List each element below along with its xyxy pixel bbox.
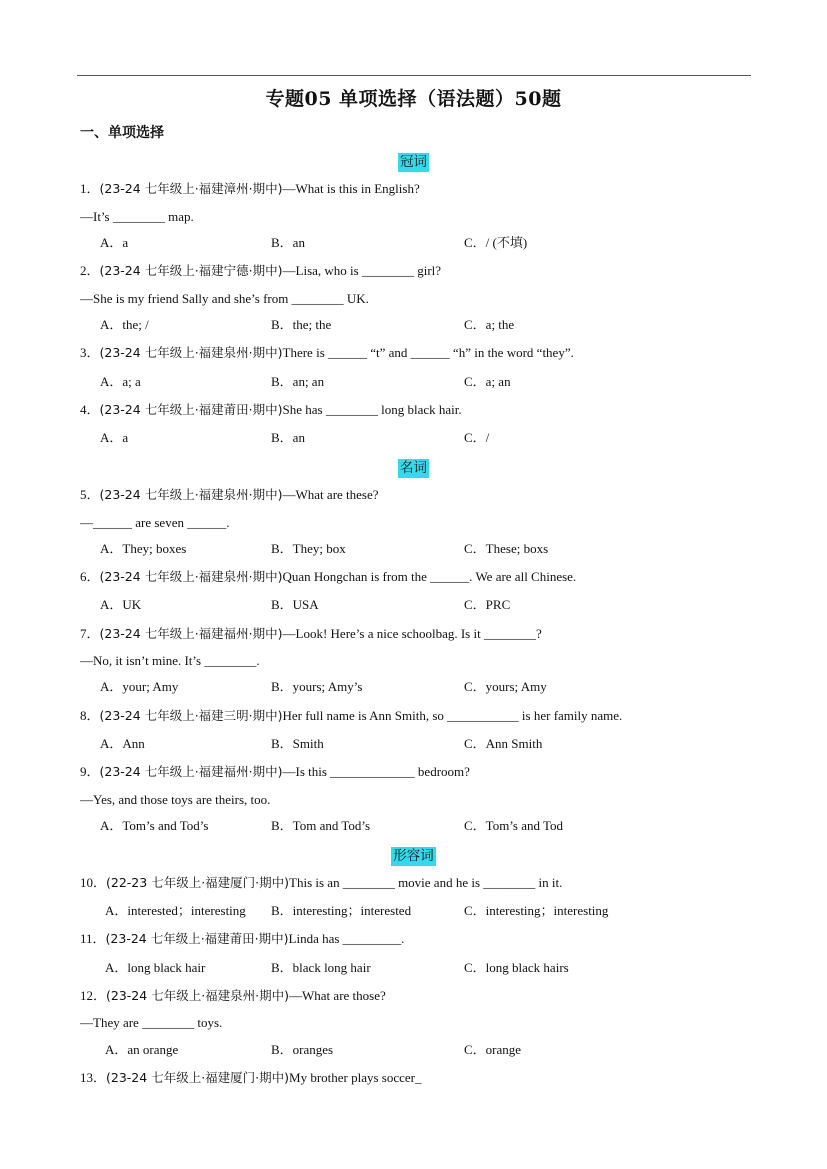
question-2-line2: —She is my friend Sally and she’s from ________ UK.: [80, 291, 369, 306]
q4-option-c[interactable]: C．/: [464, 430, 490, 445]
q2-option-a[interactable]: A．the; /: [100, 317, 149, 332]
q9-option-c[interactable]: C．Tom’s and Tod: [464, 818, 564, 833]
q5-option-c[interactable]: C．These; boxs: [464, 541, 549, 556]
q2-option-c[interactable]: C．a; the: [464, 317, 515, 332]
q9-option-a[interactable]: A．Tom’s and Tod’s: [100, 818, 209, 833]
q6-option-c[interactable]: C．PRC: [464, 597, 511, 612]
category-heading-articles: 冠词: [400, 154, 427, 170]
q6-option-a[interactable]: A．UK: [100, 597, 142, 612]
category-heading-adjectives: 形容词: [393, 848, 434, 864]
question-1: 1．(23-24 七年级上·福建漳州·期中)—What is this in English?: [80, 181, 420, 196]
q11-option-c[interactable]: C．long black hairs: [464, 960, 569, 975]
question-8: 8．(23-24 七年级上·福建三明·期中)Her full name is Ann Smith, so ___________ is her family name.: [80, 708, 623, 723]
q4-option-b[interactable]: B．an: [271, 430, 305, 445]
question-5: 5．(23-24 七年级上·福建泉州·期中)—What are these?: [80, 487, 379, 502]
category-heading-nouns: 名词: [400, 460, 427, 476]
q5-option-b[interactable]: B．They; box: [271, 541, 346, 556]
q6-option-b[interactable]: B．USA: [271, 597, 319, 612]
q7-option-c[interactable]: C．yours; Amy: [464, 679, 547, 694]
q3-option-c[interactable]: C．a; an: [464, 374, 511, 389]
q11-option-b[interactable]: B．black long hair: [271, 960, 371, 975]
header-rule: [77, 75, 751, 76]
question-12: 12．(23-24 七年级上·福建泉州·期中)—What are those?: [80, 988, 386, 1003]
question-3: 3．(23-24 七年级上·福建泉州·期中)There is ______ “t” and ______ “h” in the word “they”.: [80, 345, 574, 360]
q5-option-a[interactable]: A．They; boxes: [100, 541, 187, 556]
q1-option-b[interactable]: B．an: [271, 235, 305, 250]
q7-option-b[interactable]: B．yours; Amy’s: [271, 679, 363, 694]
q8-option-a[interactable]: A．Ann: [100, 736, 145, 751]
q10-option-c[interactable]: C．interesting；interesting: [464, 903, 609, 918]
question-2: 2．(23-24 七年级上·福建宁德·期中)—Lisa, who is ________ girl?: [80, 263, 442, 278]
q10-option-b[interactable]: B．interesting；interested: [271, 903, 412, 918]
q8-option-b[interactable]: B．Smith: [271, 736, 324, 751]
question-4: 4．(23-24 七年级上·福建莆田·期中)She has ________ long black hair.: [80, 402, 462, 417]
q8-option-c[interactable]: C．Ann Smith: [464, 736, 543, 751]
q1-option-c[interactable]: C．/ (不填): [464, 235, 528, 250]
q12-option-c[interactable]: C．orange: [464, 1042, 522, 1057]
question-9-line2: —Yes, and those toys are theirs, too.: [80, 792, 271, 807]
question-13: 13．(23-24 七年级上·福建厦门·期中)My brother plays soccer_: [80, 1070, 422, 1085]
question-11: 11．(23-24 七年级上·福建莆田·期中)Linda has _________.: [80, 931, 405, 946]
question-12-line2: —They are ________ toys.: [80, 1015, 223, 1030]
q10-option-a[interactable]: A．interested；interesting: [105, 903, 246, 918]
q12-option-b[interactable]: B．oranges: [271, 1042, 334, 1057]
q9-option-b[interactable]: B．Tom and Tod’s: [271, 818, 371, 833]
q3-option-a[interactable]: A．a; a: [100, 374, 141, 389]
question-1-line2: —It’s ________ map.: [80, 209, 194, 224]
section-heading: 一、单项选择: [80, 125, 164, 141]
question-7-line2: —No, it isn’t mine. It’s ________.: [80, 653, 260, 668]
q4-option-a[interactable]: A．a: [100, 430, 129, 445]
question-6: 6．(23-24 七年级上·福建泉州·期中)Quan Hongchan is from the ______. We are all Chinese.: [80, 569, 577, 584]
q12-option-a[interactable]: A．an orange: [105, 1042, 179, 1057]
question-7: 7．(23-24 七年级上·福建福州·期中)—Look! Here’s a nice schoolbag. Is it ________?: [80, 626, 542, 641]
q7-option-a[interactable]: A．your; Amy: [100, 679, 179, 694]
document-title: 专题05 单项选择（语法题）50题: [265, 88, 562, 110]
question-10: 10．(22-23 七年级上·福建厦门·期中)This is an ________ movie and he is ________ in it.: [80, 875, 563, 890]
q3-option-b[interactable]: B．an; an: [271, 374, 325, 389]
q11-option-a[interactable]: A．long black hair: [105, 960, 206, 975]
question-5-line2: —______ are seven ______.: [80, 515, 230, 530]
q1-option-a[interactable]: A．a: [100, 235, 129, 250]
q2-option-b[interactable]: B．the; the: [271, 317, 332, 332]
question-9: 9．(23-24 七年级上·福建福州·期中)—Is this _____________ bedroom?: [80, 764, 470, 779]
